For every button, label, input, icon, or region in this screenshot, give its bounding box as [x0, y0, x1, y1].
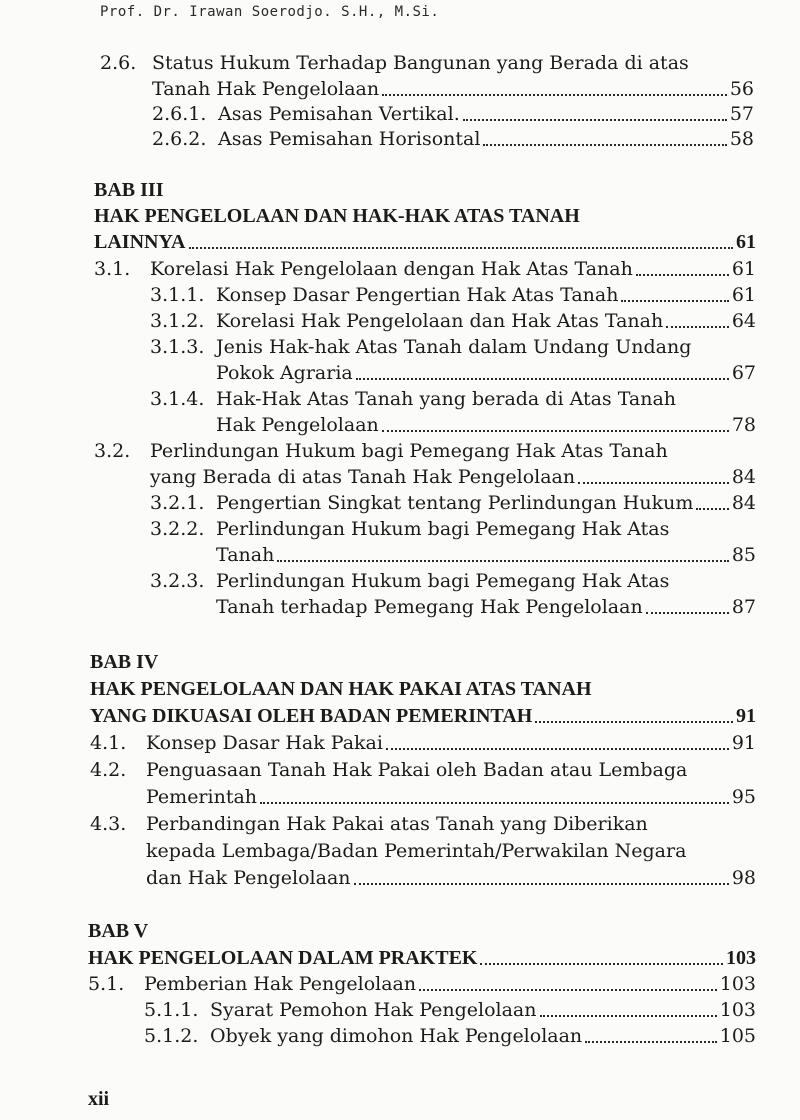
- entry-number: 4.1.: [90, 732, 127, 754]
- entry-number: 3.2.1.: [150, 492, 205, 514]
- leader-dots: [696, 508, 728, 510]
- chapter-title: HAK PENGELOLAAN DAN HAK PAKAI ATAS TANAH: [90, 678, 592, 700]
- page-number: 98: [731, 867, 756, 889]
- toc-entry-3-2-3-line2: [216, 594, 756, 620]
- leader-dots: [666, 326, 729, 328]
- page-number: 57: [729, 103, 754, 125]
- entry-title: Perlindungan Hukum bagi Pemegang Hak Atas: [216, 518, 670, 540]
- page-number: 56: [729, 78, 754, 100]
- leader-dots: [463, 119, 727, 121]
- entry-title: Status Hukum Terhadap Bangunan yang Berada di atas: [152, 52, 689, 74]
- entry-title-cont: dan Hak Pengelolaan: [146, 867, 351, 889]
- entry-number: 5.1.1.: [144, 999, 199, 1021]
- page-number: 84: [731, 466, 756, 488]
- page-number: 58: [729, 128, 754, 150]
- entry-title: Perlindungan Hukum bagi Pemegang Hak Atas Tanah: [150, 440, 668, 462]
- page-number: 103: [726, 947, 756, 969]
- page-number: 84: [731, 492, 756, 514]
- leader-dots: [535, 721, 733, 723]
- leader-dots: [483, 144, 726, 146]
- chapter-title-cont: YANG DIKUASAI OLEH BADAN PEMERINTAH: [90, 705, 533, 727]
- entry-title: Perbandingan Hak Pakai atas Tanah yang Diberikan: [146, 813, 648, 835]
- leader-dots: [356, 378, 729, 380]
- leader-dots: [578, 482, 729, 484]
- chapter-label: BAB IV: [90, 651, 159, 673]
- leader-dots: [480, 963, 723, 965]
- chapter-title-cont: LAINNYA: [94, 231, 186, 253]
- entry-title: Obyek yang dimohon Hak Pengelolaan: [210, 1025, 583, 1047]
- page-number: 95: [731, 786, 756, 808]
- entry-title: Jenis Hak-hak Atas Tanah dalam Undang Undang: [216, 336, 692, 358]
- leader-dots: [636, 274, 729, 276]
- leader-dots: [382, 94, 727, 96]
- toc-entry-4-2-line1: [90, 757, 687, 783]
- toc-entry-3-1-3-line2: [216, 360, 756, 386]
- entry-title: Pengertian Singkat tentang Perlindungan Hukum: [216, 492, 694, 514]
- entry-title-cont: Tanah Hak Pengelolaan: [152, 78, 380, 100]
- chapter-label: BAB V: [88, 920, 149, 942]
- toc-entry-3-2-2-line2: [216, 542, 756, 568]
- leader-dots: [260, 802, 729, 804]
- entry-title-cont: Pokok Agraria: [216, 362, 353, 384]
- page-folio: xii: [88, 1088, 110, 1110]
- page-number: 61: [731, 284, 756, 306]
- leader-dots: [585, 1041, 717, 1043]
- toc-entry-2-6-line1: [100, 50, 689, 76]
- leader-dots: [277, 560, 728, 562]
- leader-dots: [646, 612, 729, 614]
- leader-dots: [386, 748, 729, 750]
- entry-number: 3.1.1.: [150, 284, 205, 306]
- entry-title: Penguasaan Tanah Hak Pakai oleh Badan atau Lembaga: [146, 759, 688, 781]
- toc-entry-4-1: [90, 730, 756, 756]
- entry-title-cont: Tanah terhadap Pemegang Hak Pengelolaan: [216, 596, 643, 618]
- entry-number: 3.2.: [94, 440, 131, 462]
- entry-title: Konsep Dasar Hak Pakai: [146, 732, 383, 754]
- toc-entry-5-1-1: [144, 997, 756, 1023]
- entry-title: Hak-Hak Atas Tanah yang berada di Atas Tanah: [216, 388, 677, 410]
- toc-entry-3-1-4-line1: [150, 386, 676, 412]
- entry-title-cont: Pemerintah: [146, 786, 258, 808]
- chapter-title-text: HAK PENGELOLAAN DALAM PRAKTEK: [88, 947, 478, 969]
- toc-entry-2-6-2: [152, 126, 754, 152]
- chapter-title: [88, 945, 756, 971]
- entry-title-cont: Hak Pengelolaan: [216, 414, 379, 436]
- entry-number: 3.1.3.: [150, 336, 205, 358]
- page-number: 103: [719, 999, 756, 1021]
- entry-number: 3.2.3.: [150, 570, 205, 592]
- toc-entry-3-2-line1: [94, 438, 668, 464]
- toc-entry-3-1-2: [150, 308, 756, 334]
- toc-entry-3-2-line2: [150, 464, 756, 490]
- running-header: Prof. Dr. Irawan Soerodjo. S.H., M.Si.: [100, 4, 440, 20]
- page-number: 87: [731, 596, 756, 618]
- entry-number: 2.6.1.: [152, 103, 207, 125]
- toc-entry-4-3-line1: [90, 811, 648, 837]
- toc-entry-5-1-2: [144, 1023, 756, 1049]
- page-number: 61: [736, 231, 756, 253]
- entry-title: Asas Pemisahan Horisontal: [218, 128, 481, 150]
- entry-number: 2.6.2.: [152, 128, 207, 150]
- entry-number: 5.1.2.: [144, 1025, 199, 1047]
- entry-title: Syarat Pemohon Hak Pengelolaan: [210, 999, 537, 1021]
- leader-dots: [621, 300, 728, 302]
- entry-title: Asas Pemisahan Vertikal.: [218, 103, 460, 125]
- page-number: 78: [731, 414, 756, 436]
- page-number: 103: [719, 973, 756, 995]
- entry-number: 2.6.: [100, 52, 137, 74]
- entry-number: 4.3.: [90, 813, 127, 835]
- page-number: 105: [719, 1025, 756, 1047]
- toc-entry-3-1-3-line1: [150, 334, 691, 360]
- toc-entry-4-3-line2: [146, 838, 686, 864]
- toc-entry-2-6-line2: [152, 76, 754, 102]
- chapter-label: BAB III: [94, 179, 164, 201]
- toc-entry-2-6-1: [152, 101, 754, 127]
- toc-entry-3-2-3-line1: [150, 568, 669, 594]
- page-number: 67: [731, 362, 756, 384]
- page-number: 91: [731, 732, 756, 754]
- page-number: 61: [731, 258, 756, 280]
- page-number: 85: [731, 544, 756, 566]
- entry-number: 3.1.: [94, 258, 131, 280]
- entry-title: Pemberian Hak Pengelolaan: [144, 973, 417, 995]
- chapter-title: HAK PENGELOLAAN DAN HAK-HAK ATAS TANAH: [94, 205, 580, 227]
- entry-number: 3.1.2.: [150, 310, 205, 332]
- toc-entry-3-1-4-line2: [216, 412, 756, 438]
- page-number: 91: [736, 705, 756, 727]
- entry-title: Korelasi Hak Pengelolaan dan Hak Atas Tanah: [216, 310, 664, 332]
- entry-number: 3.2.2.: [150, 518, 205, 540]
- page-number: 64: [731, 310, 756, 332]
- toc-entry-3-1: [94, 256, 756, 282]
- entry-title-cont: yang Berada di atas Tanah Hak Pengelolaan: [150, 466, 576, 488]
- toc-entry-3-2-1: [150, 490, 756, 516]
- entry-number: 4.2.: [90, 759, 127, 781]
- entry-title-cont: kepada Lembaga/Badan Pemerintah/Perwakilan Negara: [146, 840, 687, 862]
- leader-dots: [382, 430, 729, 432]
- toc-entry-3-2-2-line1: [150, 516, 669, 542]
- entry-number: 3.1.4.: [150, 388, 205, 410]
- toc-entry-3-1-1: [150, 282, 756, 308]
- entry-number: 5.1.: [88, 973, 125, 995]
- toc-entry-4-3-line3: [146, 865, 756, 891]
- entry-title: Perlindungan Hukum bagi Pemegang Hak Atas: [216, 570, 670, 592]
- chapter-title-line2: [94, 229, 756, 255]
- leader-dots: [189, 247, 733, 249]
- toc-entry-5-1: [88, 971, 756, 997]
- chapter-title-line2: [90, 703, 756, 729]
- toc-entry-4-2-line2: [146, 784, 756, 810]
- leader-dots: [540, 1015, 717, 1017]
- entry-title: Korelasi Hak Pengelolaan dengan Hak Atas Tanah: [150, 258, 633, 280]
- entry-title: Konsep Dasar Pengertian Hak Atas Tanah: [216, 284, 619, 306]
- leader-dots: [419, 989, 717, 991]
- entry-title-cont: Tanah: [216, 544, 275, 566]
- leader-dots: [354, 883, 729, 885]
